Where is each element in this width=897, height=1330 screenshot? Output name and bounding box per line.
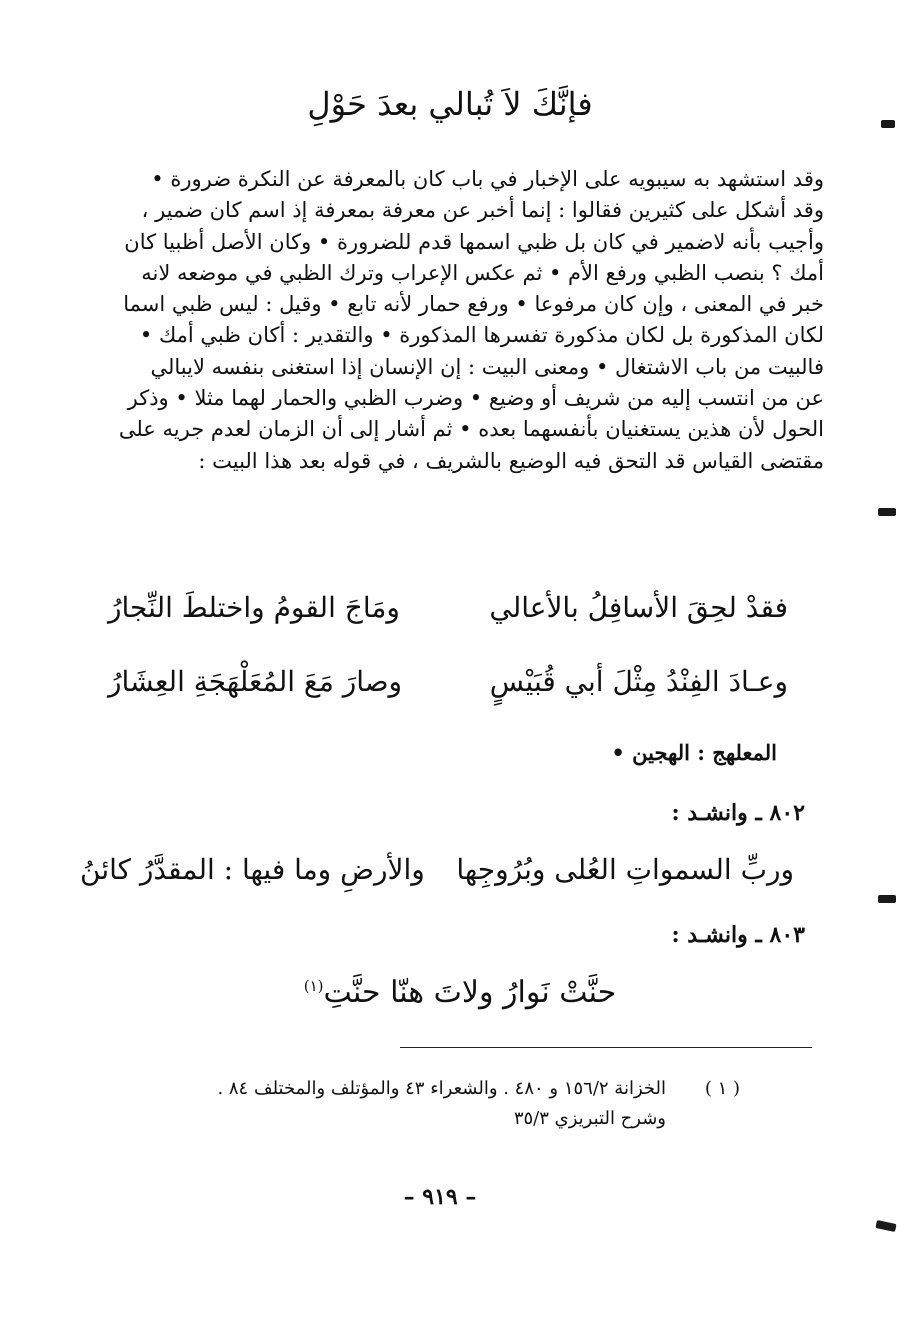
heading-802: ٨٠٢ ـ وانشـد :: [671, 800, 805, 826]
couplet-2: [108, 660, 788, 704]
hemistich-left: وصارَ مَعَ المُعَلْهَجَةِ العِشَارُ: [108, 665, 403, 698]
heading-803: ٨٠٣ ـ وانشـد :: [671, 922, 805, 948]
margin-mark: [878, 895, 896, 903]
hemistich-right: وربِّ السمواتِ العُلى وبُرُوجِها: [456, 853, 794, 886]
verse-803: [260, 962, 660, 1017]
margin-mark: [878, 508, 896, 516]
prose-line: مقتضى القياس قد التحق فيه الوضيع بالشريف ، في قوله بعد هذا البيت :: [198, 448, 824, 473]
hemistich-right: فقدْ لحِقَ الأسافِلُ بالأعالي: [489, 591, 788, 624]
margin-mark: [881, 120, 895, 128]
prose-line: أمك ؟ بنصب الظبي ورفع الأم • ثم عكس الإعراب وترك الظبي في موضعه لانه: [141, 260, 824, 285]
verse-803-text: حنَّتْ نَوارُ ولاتَ هنّا حنَّتِ: [323, 975, 617, 1010]
prose-line: الحول لأن هذين يستغنيان بأنفسهما بعده • ثم أشار إلى أن الزمان لعدم جريه على: [118, 417, 824, 442]
prose-line: عن من انتسب إليه من شريف أو وضيع • وضرب الظبي والحمار لهما مثلا • وذكر: [127, 386, 824, 411]
page-number: – ٩١٩ –: [403, 1184, 477, 1210]
hemistich-right: وعـادَ الفِنْدُ مِثْلَ أبي قُبَيْسٍ: [489, 665, 788, 698]
prose-line: خبر في المعنى ، وإن كان مرفوعا • ورفع حمار لأنه تابع • وقيل : ليس ظبي اسما: [123, 292, 824, 317]
prose-line: فالبيت من باب الاشتغال • ومعنى البيت : إن الإنسان إذا استغنى بنفسه لايبالي: [150, 354, 824, 379]
prose-line: وأجيب بأنه لاضمير في كان بل ظبي اسمها قدم للضرورة • وكان الأصل أظبيا كان: [124, 229, 824, 254]
hemistich-left: ومَاجَ القومُ واختلطَ النِّجارُ: [108, 591, 400, 624]
top-verse: فإنَّكَ لاَ تُبالي بعدَ حَوْلِ: [307, 85, 593, 123]
footnote-reference: (١): [303, 977, 324, 995]
footnote-line-2: وشرح التبريزي ٣٥/٣: [513, 1108, 666, 1129]
footnote: [70, 1074, 740, 1134]
prose-line: وقد استشهد به سيبويه على الإخبار في باب كان بالمعرفة عن النكرة ضرورة •: [151, 167, 824, 191]
prose-line: لكان المذكورة بل لكان مذكورة تفسرها المذكورة • والتقدير : أكان ظبي أمك •: [139, 323, 824, 348]
couplet-1: [108, 586, 788, 630]
margin-mark: [875, 1220, 896, 1232]
footnote-number: ( ١ ): [704, 1078, 740, 1099]
couplet-802: [80, 848, 794, 892]
prose-line: وقد أشكل على كثيرين فقالوا : إنما أخبر عن معرفة بمعرفة إذ اسم كان ضمير ،: [141, 198, 824, 223]
footnote-divider: [400, 1047, 812, 1048]
footnote-line-1: الخزانة ١٥٦/٢ و ٤٨٠ . والشعراء ٤٣ والمؤتلف والمختلف ٨٤ .: [217, 1078, 666, 1099]
hemistich-left: والأرضِ وما فيها : المقدَّرُ كائنُ: [80, 853, 425, 886]
commentary-text: [64, 164, 824, 477]
gloss-note: المعلهج : الهجين •: [611, 740, 777, 765]
